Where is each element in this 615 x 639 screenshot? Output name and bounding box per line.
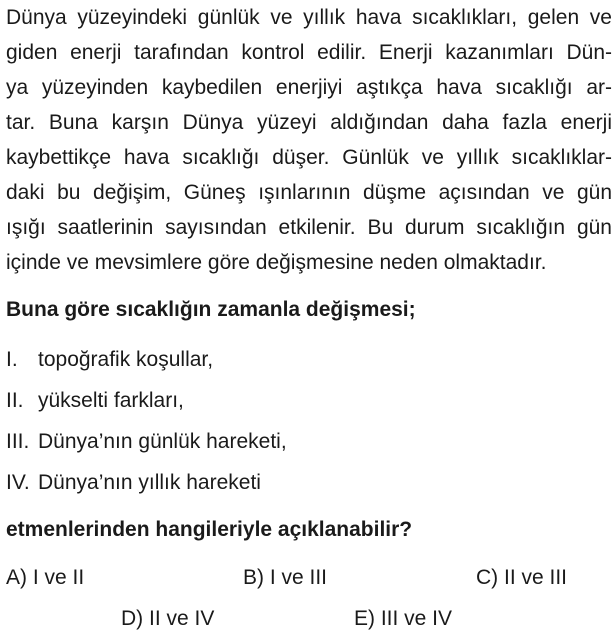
statement-item xyxy=(6,339,287,380)
passage-line: içinde ve mevsimlere göre değişmesine neden olmaktadır. xyxy=(6,251,547,274)
statement-number: III. xyxy=(6,430,30,453)
statement-text: topoğrafik koşullar, xyxy=(38,348,214,371)
passage-line: giden enerji tarafından kontrol edilir. Enerji kazanımları Dün- xyxy=(6,41,612,64)
answer-option-c[interactable]: C) II ve III xyxy=(476,566,568,589)
statement-text: Dünya’nın günlük hareketi, xyxy=(38,430,287,453)
statement-item xyxy=(6,462,287,503)
statement-number: II. xyxy=(6,389,24,412)
statement-text: Dünya’nın yıllık hareketi xyxy=(38,471,261,494)
statement-number: IV. xyxy=(6,471,30,494)
statement-item xyxy=(6,421,287,462)
statement-item xyxy=(6,380,287,421)
passage-line: ya yüzeyinden kaybedilen enerjiyi aştıkça hava sıcaklığı ar- xyxy=(6,76,612,99)
answer-option-b[interactable]: B) I ve III xyxy=(243,566,328,589)
passage-line: ışığı saatlerinin sayısından etkilenir. Bu durum sıcaklığın gün xyxy=(6,216,612,239)
passage xyxy=(6,0,612,280)
answer-option-e[interactable]: E) III ve IV xyxy=(354,607,453,630)
passage-line: Dünya yüzeyindeki günlük ve yıllık hava sıcaklıkları, gelen ve xyxy=(6,6,612,29)
statement-list xyxy=(6,339,287,503)
answer-option-d[interactable]: D) II ve IV xyxy=(121,607,215,630)
passage-line: kaybettikçe hava sıcaklığı düşer. Günlük ve yıllık sıcaklıklar- xyxy=(6,146,612,169)
passage-line: daki bu değişim, Güneş ışınlarının düşme açısından ve gün xyxy=(6,181,612,204)
statement-text: yükselti farkları, xyxy=(38,389,184,412)
question-tail: etmenlerinden hangileriyle açıklanabilir? xyxy=(6,518,413,541)
answer-option-a[interactable]: A) I ve II xyxy=(6,566,85,589)
statement-number: I. xyxy=(6,348,18,371)
passage-line: tar. Buna karşın Dünya yüzeyi aldığından daha fazla enerji xyxy=(6,111,612,134)
question-stem: Buna göre sıcaklığın zamanla değişmesi; xyxy=(6,298,416,321)
